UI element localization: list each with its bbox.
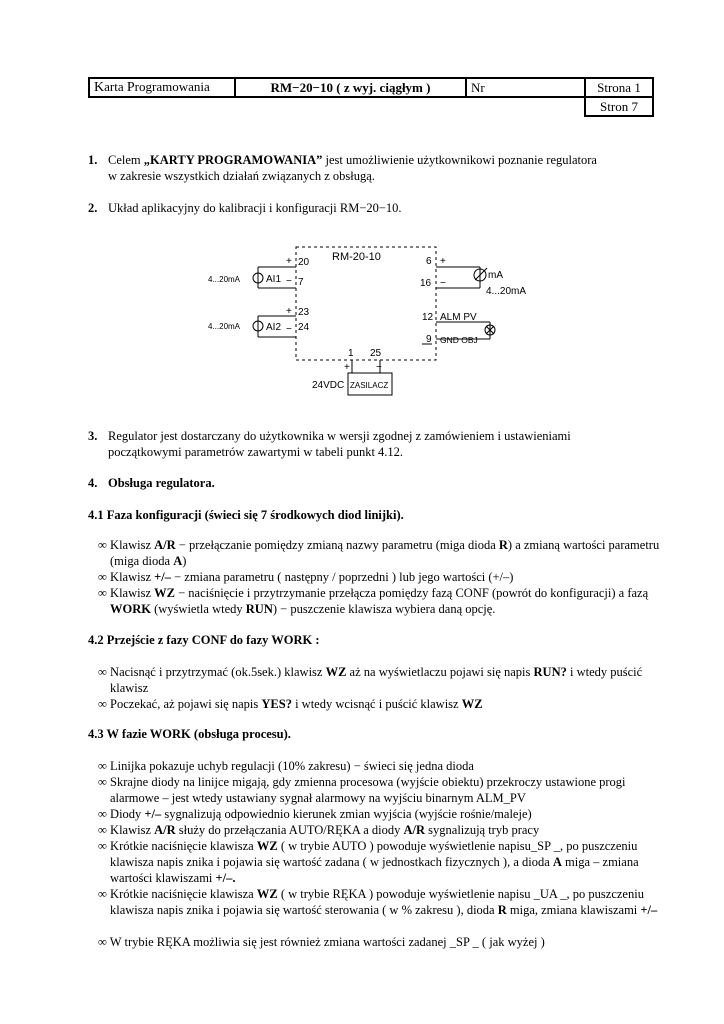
- ai2-label: AI2: [266, 322, 282, 333]
- list-item: ∞ W trybie RĘKA możliwia się jest również zmiana wartości zadanej _SP _ ( jak wyżej ): [98, 935, 545, 949]
- terminal-16: 16: [420, 278, 432, 289]
- terminal-1: 1: [348, 348, 354, 359]
- list-item: ∞ Diody +/– sygnalizują odpowiednio kierunek zmian wyjścia (wyjście rośnie/maleje): [98, 807, 532, 821]
- header-card-title: Karta Programowania: [89, 78, 235, 97]
- output-range: 4...20mA: [486, 286, 527, 297]
- list-item: ∞ Krótkie naciśnięcie klawisza WZ ( w trybie AUTO ) powoduje wyświetlenie napisu_SP _, po puszczeniu klawisza napis znika i pojawia się wartość zadana ( w jednostkach fizycznych ), a dioda A miga – zmiana wartości klawiszami +/–.: [98, 839, 639, 885]
- supply-label: ZASILACZ: [350, 381, 389, 390]
- header-page-count: Stron 7: [585, 97, 653, 116]
- list-item: ∞ Krótkie naciśnięcie klawisza WZ ( w trybie RĘKA ) powoduje wyświetlenie napisu _UA _, po puszczeniu klawisza napis znika i pojawia się wartość sterowania ( w % zakresu ), dioda R miga, zmiana klawiszami +/–: [98, 887, 658, 917]
- section-1: 1. Celem „KARTY PROGRAMOWANIA” jest umożliwienie użytkownikowi poznanie regulatora w zakresie wszystkich działań związanych z obsługą.: [88, 153, 597, 183]
- ai1-range: 4...20mA: [208, 275, 241, 284]
- svg-text:+: +: [344, 362, 350, 373]
- section-4-3-title: 4.3 W fazie WORK (obsługa procesu).: [88, 727, 291, 741]
- terminal-6: 6: [426, 256, 432, 267]
- regulator-box: [296, 247, 436, 360]
- terminal-25: 25: [370, 348, 382, 359]
- list-item: ∞ Klawisz +/– − zmiana parametru ( następny / poprzedni ) lub jego wartości (+/–): [98, 570, 514, 584]
- terminal-23: 23: [298, 307, 310, 318]
- terminal-7: 7: [298, 277, 304, 288]
- section-4-1-title: 4.1 Faza konfiguracji (świeci się 7 środkowych diod linijki).: [88, 508, 404, 522]
- terminal-12: 12: [422, 312, 434, 323]
- section-2: 2. Układ aplikacyjny do kalibracji i konfiguracji RM−20−10.: [88, 201, 402, 215]
- list-item: ∞ Klawisz A/R służy do przełączania AUTO/RĘKA a diody A/R sygnalizują tryb pracy: [98, 823, 540, 837]
- header-nr: Nr: [466, 78, 585, 97]
- alm-pv-label: ALM PV: [440, 312, 477, 323]
- header-model: RM−20−10 ( z wyj. ciągłym ): [235, 78, 466, 97]
- svg-text:+: +: [440, 256, 446, 267]
- svg-text:−: −: [286, 276, 292, 287]
- header-page: Strona 1: [585, 78, 653, 97]
- terminal-9: 9: [426, 334, 432, 345]
- svg-text:−: −: [286, 324, 292, 335]
- ai1-label: AI1: [266, 274, 282, 285]
- section-4-2-title: 4.2 Przejście z fazy CONF do fazy WORK :: [88, 633, 320, 647]
- svg-text:−: −: [440, 278, 446, 289]
- list-item: ∞ Nacisnąć i przytrzymać (ok.5sek.) klawisz WZ aż na wyświetlaczu pojawi się napis RUN? i wtedy puścić klawisz: [98, 665, 643, 695]
- header-table: [88, 77, 654, 117]
- ai2-range: 4...20mA: [208, 322, 241, 331]
- terminal-20: 20: [298, 257, 310, 268]
- diagram-title: RM-20-10: [332, 251, 381, 263]
- svg-text:−: −: [376, 362, 382, 373]
- list-item: ∞ Skrajne diody na linijce migają, gdy zmienna procesowa (wyjście obiektu) przekroczy ustawione progi alarmowe – jest wtedy ustawiany sygnał alarmowy na wyjściu binarnym ALM_PV: [98, 775, 626, 805]
- svg-text:+: +: [286, 256, 292, 267]
- output-unit: mA: [488, 270, 503, 281]
- gnd-obj-label: GND OBJ: [440, 335, 478, 345]
- wiring-diagram: [200, 240, 540, 400]
- list-item: ∞ Klawisz WZ − naciśnięcie i przytrzymanie przełącza pomiędzy fazą CONF (powrót do konfiguracji) a fazą WORK (wyświetla wtedy RUN) − puszczenie klawisza wybiera daną opcję.: [98, 586, 649, 616]
- list-item: ∞ Poczekać, aż pojawi się napis YES? i wtedy wcisnąć i puścić klawisz WZ: [98, 697, 483, 711]
- svg-text:+: +: [286, 306, 292, 317]
- terminal-24: 24: [298, 322, 310, 333]
- supply-voltage: 24VDC: [312, 380, 345, 391]
- section-4-title: 4. Obsługa regulatora.: [88, 476, 215, 490]
- list-item: ∞ Linijka pokazuje uchyb regulacji (10% zakresu) − świeci się jedna dioda: [98, 759, 474, 773]
- section-3: 3. Regulator jest dostarczany do użytkownika w wersji zgodnej z zamówieniem i ustawieniami początkowymi parametrów zawartymi w tabeli punkt 4.12.: [88, 429, 571, 459]
- list-item: ∞ Klawisz A/R − przełączanie pomiędzy zmianą nazwy parametru (miga dioda R) a zmianą wartości parametru (miga dioda A): [98, 538, 660, 568]
